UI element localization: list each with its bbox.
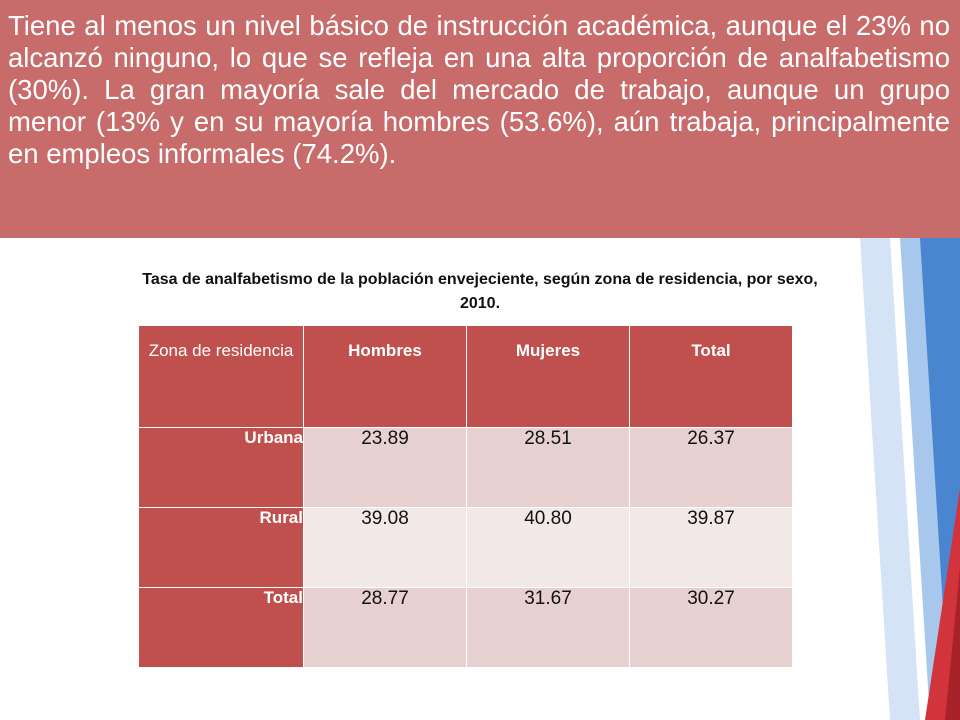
header-zona: Zona de residencia: [139, 326, 304, 428]
decorative-ribbons: [860, 238, 960, 720]
row-label: Total: [139, 588, 304, 668]
header-total: Total: [630, 326, 793, 428]
cell-total: 30.27: [630, 588, 793, 668]
row-label: Rural: [139, 508, 304, 588]
top-banner: [0, 0, 960, 238]
cell-hombres: 28.77: [304, 588, 467, 668]
cell-hombres: 39.08: [304, 508, 467, 588]
cell-total: 26.37: [630, 428, 793, 508]
table-row: [139, 588, 793, 668]
cell-mujeres: 31.67: [467, 588, 630, 668]
banner-text: Tiene al menos un nivel básico de instrucción académica, aunque el 23% no alcanzó ninguno, lo que se refleja en una alta proporción de analfabetismo (30%). La gran mayoría sale del mercado de trabajo, aunque un grupo menor (13% y en su mayoría hombres (53.6%), aún trabaja, principalmente en empleos informales (74.2%).: [8, 10, 950, 169]
cell-hombres: 23.89: [304, 428, 467, 508]
row-label: Urbana: [139, 428, 304, 508]
cell-mujeres: 40.80: [467, 508, 630, 588]
table-row: [139, 508, 793, 588]
header-mujeres: Mujeres: [467, 326, 630, 428]
table-row: [139, 428, 793, 508]
cell-total: 39.87: [630, 508, 793, 588]
table-header-row: [139, 326, 793, 428]
table-caption: Tasa de analfabetismo de la población envejeciente, según zona de residencia, por sexo, 2010.: [142, 271, 818, 312]
header-hombres: Hombres: [304, 326, 467, 428]
cell-mujeres: 28.51: [467, 428, 630, 508]
illiteracy-table: [138, 325, 793, 668]
